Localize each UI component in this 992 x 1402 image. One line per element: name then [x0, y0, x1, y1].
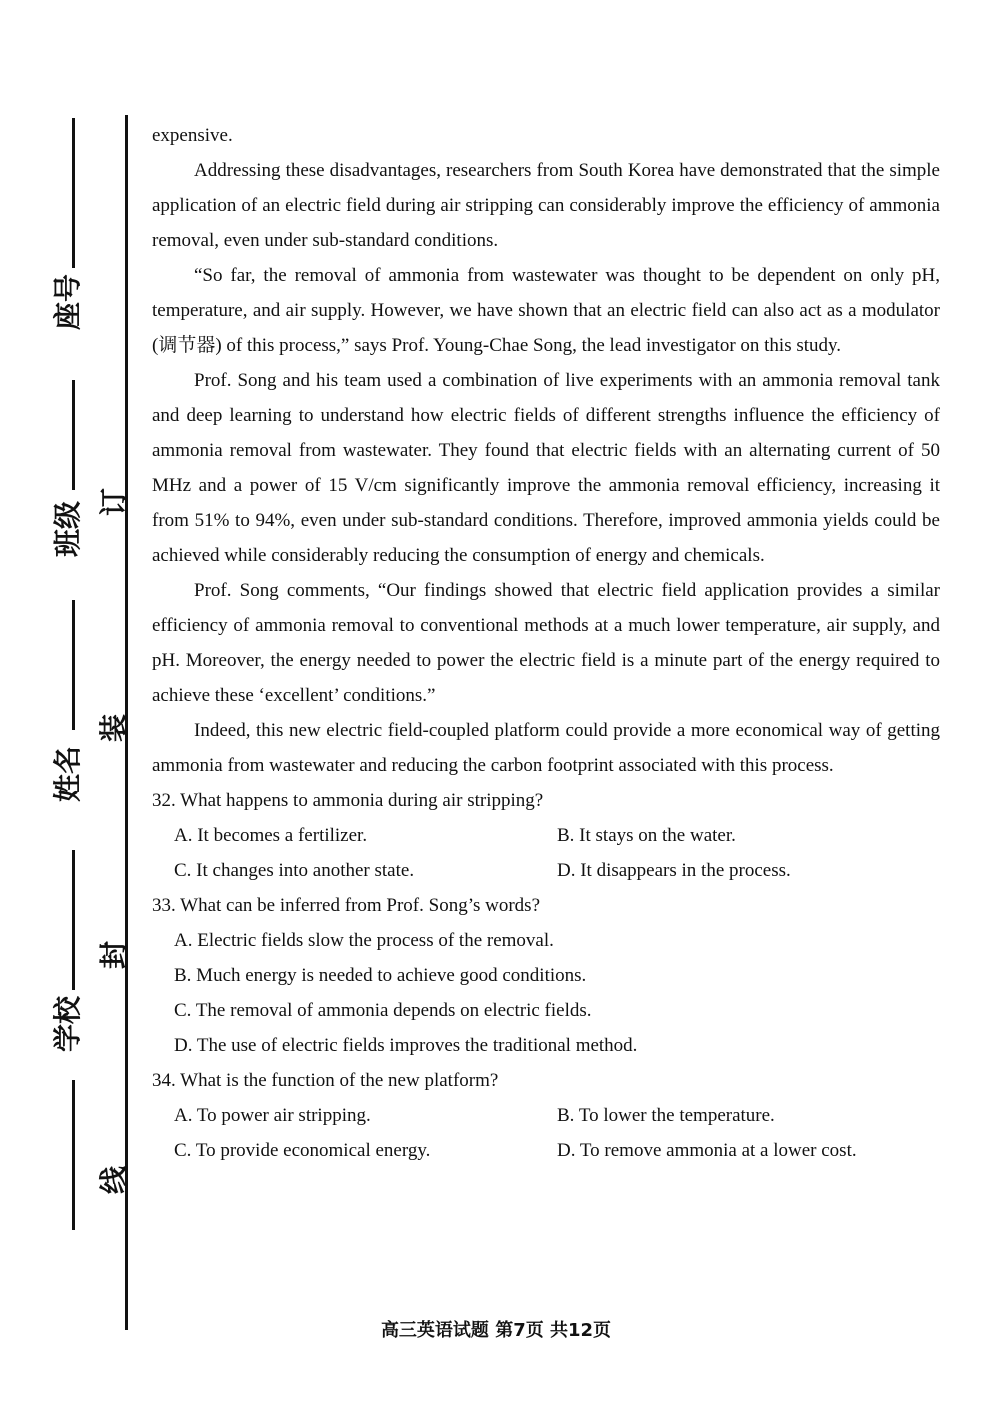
question-32-stem: 32. What happens to ammonia during air stripping? — [152, 790, 544, 811]
question-34-options-row-2 — [152, 1133, 940, 1168]
question-33-stem: 33. What can be inferred from Prof. Song’s words? — [152, 895, 540, 916]
question-33-option-a[interactable]: A. Electric fields slow the process of the removal. — [174, 930, 554, 951]
question-32-option-a[interactable]: A. It becomes a fertilizer. — [174, 825, 368, 846]
question-33-option-c[interactable]: C. The removal of ammonia depends on electric fields. — [174, 1000, 592, 1021]
question-32-option-d[interactable]: D. It disappears in the process. — [557, 860, 791, 881]
passage-paragraph: Indeed, this new electric field-coupled platform could provide a more economical way of getting ammonia from wastewater and reducing the carbon footprint associated with this process. — [152, 720, 940, 776]
passage-paragraph: Addressing these disadvantages, researchers from South Korea have demonstrated that the simple application of an electric field during air stripping can considerably improve the efficiency of ammonia removal, even under sub-standard conditions. — [152, 160, 940, 251]
school-line — [72, 850, 75, 990]
exam-number-line — [72, 1080, 75, 1230]
seal-char-xian: 线 — [97, 1165, 131, 1195]
passage-paragraph: Prof. Song and his team used a combination of live experiments with an ammonia removal tank and deep learning to understand how electric fields of different strengths influence the efficiency of ammonia removal from wastewater. They found that electric fields with an alternating current of 50 MHz and a power of 15 V/cm significantly improve the ammonia removal efficiency, increasing it from 51% to 94%, even under sub-standard conditions. Therefore, improved ammonia yields could be achieved while considerably reducing the consumption of energy and chemicals. — [152, 370, 940, 566]
question-32-option-b[interactable]: B. It stays on the water. — [557, 825, 736, 846]
school-label: 学校 — [51, 995, 85, 1053]
passage-paragraph: Prof. Song comments, “Our findings showed that electric field application provides a similar efficiency of ammonia removal to conventional methods at a much lower temperature, air supply, and pH. Moreover, the energy needed to power the electric field is a minute part of the energy required to achieve these ‘excellent’ conditions.” — [152, 580, 940, 706]
question-34-option-c[interactable]: C. To provide economical energy. — [174, 1140, 431, 1161]
question-32-options-row-1 — [152, 818, 940, 853]
question-34-option-a[interactable]: A. To power air stripping. — [174, 1105, 371, 1126]
seal-char-feng: 封 — [97, 940, 131, 970]
question-34-option-b[interactable]: B. To lower the temperature. — [557, 1105, 775, 1126]
question-33-option-d[interactable]: D. The use of electric fields improves the traditional method. — [174, 1035, 638, 1056]
question-32-options-row-2 — [152, 853, 940, 888]
question-34-option-d[interactable]: D. To remove ammonia at a lower cost. — [557, 1140, 857, 1161]
page-footer: 高三英语试题 第7页 共12页 — [380, 1320, 612, 1341]
question-34-options-row-1 — [152, 1098, 940, 1133]
seat-number-line — [72, 118, 75, 268]
passage-paragraph: expensive. — [152, 125, 233, 146]
question-33-option-b[interactable]: B. Much energy is needed to achieve good conditions. — [174, 965, 587, 986]
class-label: 班级 — [51, 500, 85, 558]
class-line — [72, 380, 75, 490]
seat-number-label: 座号 — [51, 273, 85, 331]
name-line — [72, 600, 75, 730]
seal-char-zhuang: 装 — [97, 713, 131, 743]
seal-char-ding: 订 — [97, 487, 131, 517]
reading-passage — [152, 118, 940, 1168]
name-label: 姓名 — [51, 745, 85, 803]
question-34-stem: 34. What is the function of the new platform? — [152, 1070, 499, 1091]
passage-paragraph: “So far, the removal of ammonia from wastewater was thought to be dependent on only pH, temperature, and air supply. However, we have shown that an electric field can also act as a modulator (调节器) of this process,” says Prof. Young-Chae Song, the lead investigator on this study. — [152, 265, 940, 356]
question-32-option-c[interactable]: C. It changes into another state. — [174, 860, 415, 881]
